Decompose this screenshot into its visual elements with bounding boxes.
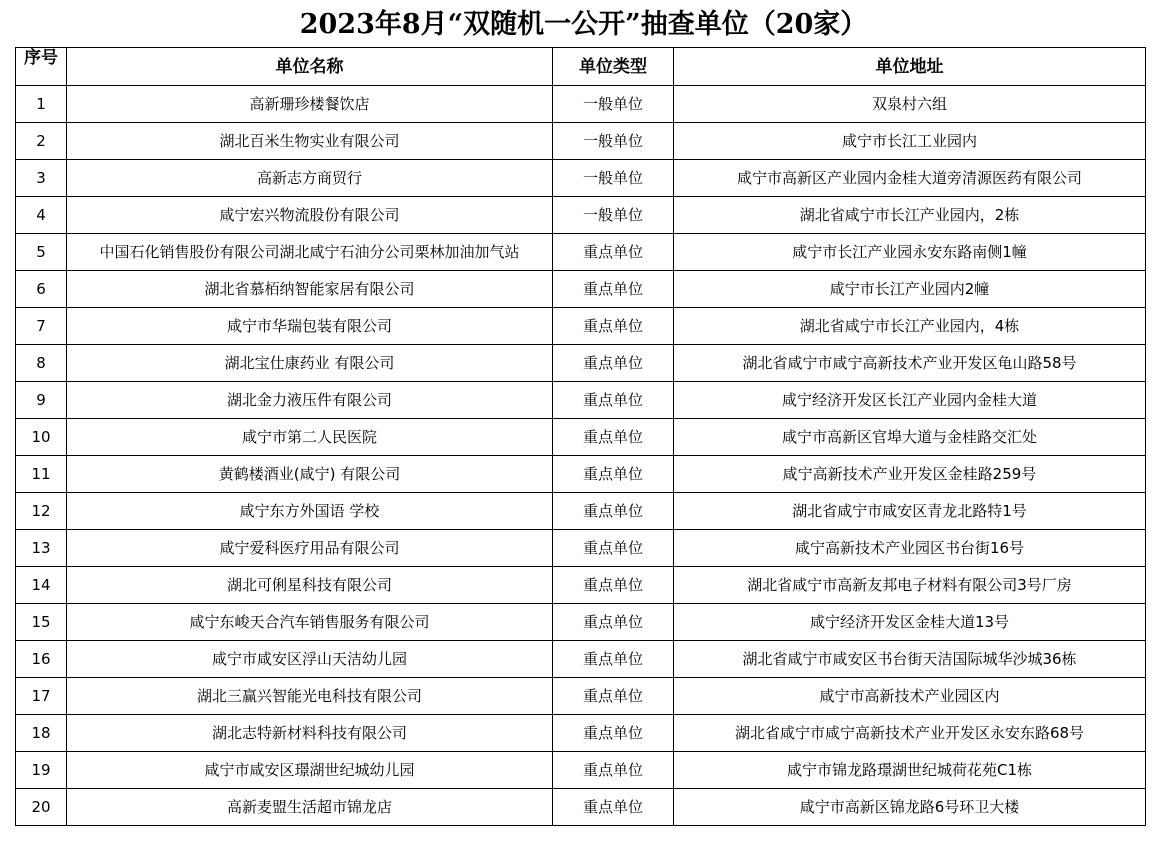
cell-no: 20 (16, 789, 67, 826)
cell-name: 高新麦盟生活超市锦龙店 (67, 789, 553, 826)
cell-type: 重点单位 (553, 789, 674, 826)
cell-no: 12 (16, 493, 67, 530)
cell-address: 湖北省咸宁市长江产业园内，4栋 (674, 308, 1146, 345)
cell-address: 咸宁高新技术产业开发区金桂路259号 (674, 456, 1146, 493)
cell-name: 咸宁市第二人民医院 (67, 419, 553, 456)
header-no-label: 序号 (24, 48, 58, 68)
cell-no: 14 (16, 567, 67, 604)
cell-type: 重点单位 (553, 493, 674, 530)
cell-name: 咸宁东峻天合汽车销售服务有限公司 (67, 604, 553, 641)
cell-name: 湖北省慕栢纳智能家居有限公司 (67, 271, 553, 308)
cell-type: 重点单位 (553, 641, 674, 678)
table-row (16, 86, 1146, 123)
cell-address: 咸宁经济开发区金桂大道13号 (674, 604, 1146, 641)
table-row (16, 530, 1146, 567)
cell-address: 湖北省咸宁市高新友邦电子材料有限公司3号厂房 (674, 567, 1146, 604)
cell-name: 咸宁东方外国语 学校 (67, 493, 553, 530)
cell-name: 咸宁市华瑞包装有限公司 (67, 308, 553, 345)
cell-type: 一般单位 (553, 123, 674, 160)
header-name: 单位名称 (67, 48, 553, 86)
cell-address: 咸宁高新技术产业园区书台街16号 (674, 530, 1146, 567)
table-row (16, 271, 1146, 308)
cell-no: 8 (16, 345, 67, 382)
cell-no: 17 (16, 678, 67, 715)
cell-address: 咸宁市长江产业园内2幢 (674, 271, 1146, 308)
header-no (16, 48, 67, 86)
cell-name: 黄鹤楼酒业(咸宁) 有限公司 (67, 456, 553, 493)
cell-name: 咸宁市咸安区浮山天洁幼儿园 (67, 641, 553, 678)
cell-type: 重点单位 (553, 382, 674, 419)
cell-address: 咸宁市高新技术产业园区内 (674, 678, 1146, 715)
cell-type: 重点单位 (553, 419, 674, 456)
table-row (16, 604, 1146, 641)
cell-address: 咸宁市长江产业园永安东路南侧1幢 (674, 234, 1146, 271)
cell-name: 湖北可俐星科技有限公司 (67, 567, 553, 604)
cell-address: 咸宁市高新区产业园内金桂大道旁清源医药有限公司 (674, 160, 1146, 197)
cell-type: 重点单位 (553, 530, 674, 567)
cell-type: 重点单位 (553, 308, 674, 345)
cell-name: 湖北宝仕康药业 有限公司 (67, 345, 553, 382)
cell-no: 10 (16, 419, 67, 456)
cell-no: 13 (16, 530, 67, 567)
cell-no: 11 (16, 456, 67, 493)
cell-address: 咸宁经济开发区长江产业园内金桂大道 (674, 382, 1146, 419)
cell-address: 湖北省咸宁市长江产业园内，2栋 (674, 197, 1146, 234)
table-row (16, 419, 1146, 456)
cell-type: 重点单位 (553, 271, 674, 308)
page-title: 2023年8月“双随机一公开”抽查单位（20家） (299, 9, 868, 40)
cell-no: 18 (16, 715, 67, 752)
cell-address: 湖北省咸宁市咸宁高新技术产业开发区龟山路58号 (674, 345, 1146, 382)
table-row (16, 345, 1146, 382)
cell-no: 1 (16, 86, 67, 123)
cell-address: 湖北省咸宁市咸安区青龙北路特1号 (674, 493, 1146, 530)
table-header-row (16, 48, 1146, 86)
cell-type: 一般单位 (553, 197, 674, 234)
inspection-table (15, 47, 1146, 826)
cell-address: 双泉村六组 (674, 86, 1146, 123)
cell-name: 中国石化销售股份有限公司湖北咸宁石油分公司栗林加油加气站 (67, 234, 553, 271)
table-row (16, 123, 1146, 160)
table-row (16, 567, 1146, 604)
cell-type: 重点单位 (553, 234, 674, 271)
cell-no: 15 (16, 604, 67, 641)
cell-type: 重点单位 (553, 752, 674, 789)
cell-no: 4 (16, 197, 67, 234)
table-body (16, 86, 1146, 826)
cell-address: 咸宁市锦龙路璟湖世纪城荷花苑C1栋 (674, 752, 1146, 789)
cell-name: 咸宁宏兴物流股份有限公司 (67, 197, 553, 234)
cell-type: 一般单位 (553, 160, 674, 197)
table-row (16, 493, 1146, 530)
cell-address: 咸宁市高新区锦龙路6号环卫大楼 (674, 789, 1146, 826)
table-row (16, 641, 1146, 678)
cell-type: 重点单位 (553, 456, 674, 493)
table-row (16, 715, 1146, 752)
header-type: 单位类型 (553, 48, 674, 86)
cell-type: 一般单位 (553, 86, 674, 123)
cell-no: 6 (16, 271, 67, 308)
cell-no: 3 (16, 160, 67, 197)
cell-name: 高新志方商贸行 (67, 160, 553, 197)
table-row (16, 789, 1146, 826)
cell-name: 高新珊珍楼餐饮店 (67, 86, 553, 123)
cell-type: 重点单位 (553, 567, 674, 604)
header-address: 单位地址 (674, 48, 1146, 86)
cell-no: 19 (16, 752, 67, 789)
cell-address: 湖北省咸宁市咸安区书台街天洁国际城华沙城36栋 (674, 641, 1146, 678)
cell-type: 重点单位 (553, 345, 674, 382)
cell-no: 9 (16, 382, 67, 419)
cell-name: 咸宁市咸安区璟湖世纪城幼儿园 (67, 752, 553, 789)
cell-no: 16 (16, 641, 67, 678)
cell-name: 咸宁爱科医疗用品有限公司 (67, 530, 553, 567)
table-row (16, 308, 1146, 345)
table-row (16, 752, 1146, 789)
table-row (16, 382, 1146, 419)
table-row (16, 234, 1146, 271)
cell-type: 重点单位 (553, 715, 674, 752)
cell-name: 湖北三赢兴智能光电科技有限公司 (67, 678, 553, 715)
table-row (16, 456, 1146, 493)
cell-no: 2 (16, 123, 67, 160)
cell-address: 咸宁市长江工业园内 (674, 123, 1146, 160)
cell-no: 7 (16, 308, 67, 345)
cell-name: 湖北志特新材料科技有限公司 (67, 715, 553, 752)
table-row (16, 160, 1146, 197)
cell-name: 湖北金力液压件有限公司 (67, 382, 553, 419)
cell-type: 重点单位 (553, 678, 674, 715)
table-row (16, 678, 1146, 715)
cell-type: 重点单位 (553, 604, 674, 641)
cell-address: 咸宁市高新区官埠大道与金桂路交汇处 (674, 419, 1146, 456)
table-row (16, 197, 1146, 234)
cell-no: 5 (16, 234, 67, 271)
cell-address: 湖北省咸宁市咸宁高新技术产业开发区永安东路68号 (674, 715, 1146, 752)
cell-name: 湖北百米生物实业有限公司 (67, 123, 553, 160)
